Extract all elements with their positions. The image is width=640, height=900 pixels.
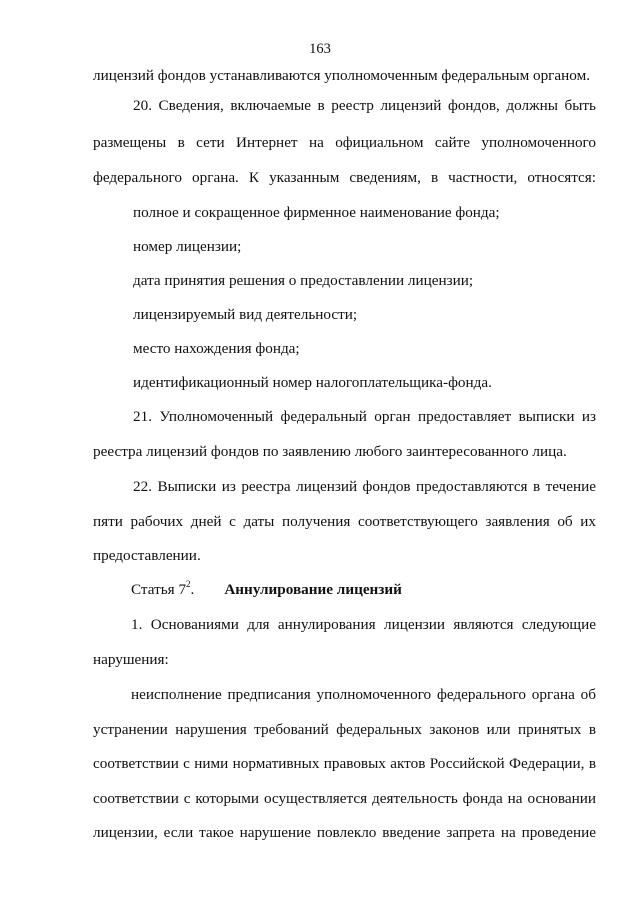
list-item-line: полное и сокращенное фирменное наименование фонда;	[133, 204, 500, 221]
article-period: .	[190, 581, 195, 598]
paragraph-21-line: реестра лицензий фондов по заявлению любого заинтересованного лица.	[93, 443, 567, 460]
paragraph-1-line: нарушения:	[93, 651, 169, 668]
article-superscript: 2	[186, 579, 191, 589]
list-item-line: место нахождения фонда;	[133, 340, 300, 357]
article-number	[131, 581, 194, 598]
list-item-line: идентификационный номер налогоплательщика-фонда.	[133, 374, 492, 391]
article-heading	[131, 580, 402, 600]
article-label: Статья 7	[131, 581, 187, 598]
paragraph-21-line: 21. Уполномоченный федеральный орган предоставляет выписки из	[133, 408, 596, 425]
paragraph-20-line: размещены в сети Интернет на официальном сайте уполномоченного	[93, 134, 596, 151]
paragraph-line: неисполнение предписания уполномоченного федерального органа об	[131, 686, 596, 703]
text-line: лицензий фондов устанавливаются уполномоченным федеральным органом.	[93, 67, 590, 84]
paragraph-20-line: 20. Сведения, включаемые в реестр лицензий фондов, должны быть	[133, 97, 596, 114]
list-item-line: дата принятия решения о предоставлении лицензии;	[133, 272, 474, 289]
page-number: 163	[309, 41, 331, 57]
list-item-line: номер лицензии;	[133, 238, 242, 255]
article-title: Аннулирование лицензий	[224, 581, 402, 598]
paragraph-20-line: федерального органа. К указанным сведениям, в частности, относятся:	[93, 169, 596, 186]
paragraph-line: устранении нарушения требований федеральных законов или принятых в	[93, 721, 596, 738]
paragraph-line: лицензии, если такое нарушение повлекло введение запрета на проведение	[93, 824, 596, 841]
paragraph-line: соответствии с ними нормативных правовых актов Российской Федерации, в	[93, 755, 596, 772]
list-item-line: лицензируемый вид деятельности;	[133, 306, 358, 323]
paragraph-line: соответствии с которыми осуществляется деятельность фонда на основании	[93, 790, 596, 807]
paragraph-22-line: пяти рабочих дней с даты получения соответствующего заявления об их	[93, 513, 596, 530]
paragraph-22-line: предоставлении.	[93, 547, 201, 564]
paragraph-1-line: 1. Основаниями для аннулирования лицензии являются следующие	[131, 616, 596, 633]
paragraph-22-line: 22. Выписки из реестра лицензий фондов предоставляются в течение	[133, 478, 596, 495]
